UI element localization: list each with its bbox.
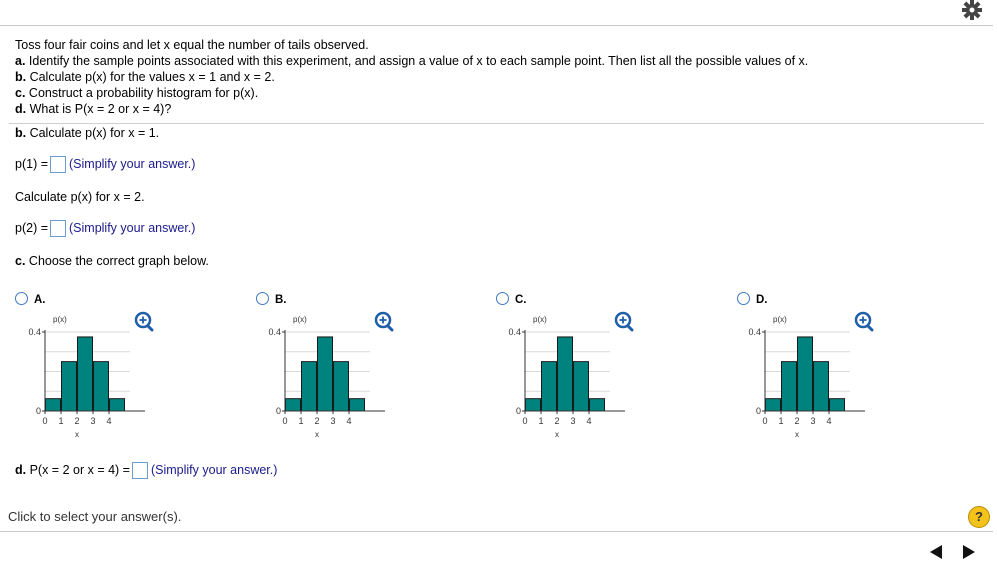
y-axis-label: p(x) — [53, 315, 67, 324]
p1-row — [15, 156, 195, 173]
option-c-radio[interactable] — [496, 292, 509, 305]
histogram-bar — [318, 337, 333, 411]
x-tick-label: 0 — [762, 416, 768, 426]
x-tick-label: 4 — [106, 416, 112, 426]
x-tick-label: 1 — [58, 416, 64, 426]
y-tick-label-top: 0.4 — [268, 327, 281, 337]
histogram-bar — [286, 399, 301, 411]
histogram-bar — [78, 337, 93, 411]
x-tick-label: 0 — [522, 416, 528, 426]
question-part-c: c. Construct a probability histogram for p(x). — [15, 86, 259, 100]
option-b[interactable] — [256, 290, 287, 308]
zoom-in-icon[interactable] — [856, 313, 872, 330]
question-divider — [9, 123, 984, 124]
option-d[interactable] — [737, 290, 768, 308]
histogram-bar — [830, 399, 845, 411]
x-tick-label: 1 — [538, 416, 544, 426]
question-intro: Toss four fair coins and let x equal the number of tails observed. — [15, 38, 369, 52]
help-button[interactable]: ? — [968, 506, 990, 528]
option-a-radio[interactable] — [15, 292, 28, 305]
option-a[interactable] — [15, 290, 46, 308]
y-axis-label: p(x) — [773, 315, 787, 324]
histogram-bar — [334, 362, 349, 411]
zoom-in-icon[interactable] — [616, 313, 632, 330]
part-d-hint: (Simplify your answer.) — [150, 462, 278, 477]
x-tick-label: 4 — [586, 416, 592, 426]
histogram-bar — [558, 337, 573, 411]
y-tick-label-bottom: 0 — [275, 406, 281, 416]
histogram-bar — [590, 399, 605, 411]
question-part-b: b. Calculate p(x) for the values x = 1 and x = 2. — [15, 70, 275, 84]
part-d-row — [15, 462, 277, 479]
option-a-label: A. — [34, 294, 46, 306]
option-d-label: D. — [756, 294, 768, 306]
option-a-histogram — [25, 308, 165, 440]
option-c[interactable] — [496, 290, 527, 308]
x-tick-label: 0 — [42, 416, 48, 426]
x-tick-label: 3 — [330, 416, 336, 426]
x-tick-label: 2 — [794, 416, 800, 426]
option-d-radio[interactable] — [737, 292, 750, 305]
part-d-answer-input[interactable] — [132, 462, 148, 479]
p2-hint: (Simplify your answer.) — [69, 220, 196, 235]
x-axis-label: x — [75, 430, 79, 439]
x-tick-label: 1 — [778, 416, 784, 426]
question-text — [15, 37, 808, 117]
histogram-bar — [110, 399, 125, 411]
histogram-bar — [766, 399, 781, 411]
option-c-histogram — [505, 308, 645, 440]
zoom-in-icon[interactable] — [136, 313, 152, 330]
footer-instruction: Click to select your answer(s). — [8, 509, 182, 524]
part-d-label: d. — [15, 462, 27, 477]
histogram-bar — [798, 337, 813, 411]
x-tick-label: 2 — [554, 416, 560, 426]
y-tick-label-bottom: 0 — [35, 406, 41, 416]
y-axis-label: p(x) — [293, 315, 307, 324]
option-c-label: C. — [515, 294, 527, 306]
calc-p2-text: Calculate p(x) for x = 2. — [15, 190, 145, 204]
y-tick-label-top: 0.4 — [748, 327, 761, 337]
histogram-bar — [302, 362, 317, 411]
question-part-d: d. What is P(x = 2 or x = 4)? — [15, 102, 172, 116]
histogram-bar — [574, 362, 589, 411]
p1-answer-input[interactable] — [50, 156, 66, 173]
zoom-in-icon[interactable] — [376, 313, 392, 330]
bottom-divider — [0, 531, 993, 532]
option-d-histogram — [745, 308, 885, 440]
y-axis-label: p(x) — [533, 315, 547, 324]
x-axis-label: x — [555, 430, 559, 439]
x-axis-label: x — [795, 430, 799, 439]
gear-icon[interactable] — [960, 0, 984, 20]
histogram-bar — [814, 362, 829, 411]
part-d-text: P(x = 2 or x = 4) = — [26, 462, 130, 477]
p2-label: p(2) = — [15, 220, 49, 235]
x-tick-label: 1 — [298, 416, 304, 426]
option-b-histogram — [265, 308, 405, 440]
p1-label: p(1) = — [15, 156, 49, 171]
histogram-bar — [46, 399, 61, 411]
x-tick-label: 2 — [74, 416, 80, 426]
x-tick-label: 3 — [570, 416, 576, 426]
histogram-bar — [350, 399, 365, 411]
histogram-bar — [62, 362, 77, 411]
p1-hint: (Simplify your answer.) — [69, 156, 196, 171]
p2-row — [15, 220, 195, 237]
x-tick-label: 3 — [90, 416, 96, 426]
option-b-label: B. — [275, 294, 287, 306]
histogram-bar — [526, 399, 541, 411]
part-c-heading: c. Choose the correct graph below. — [15, 254, 209, 268]
x-tick-label: 2 — [314, 416, 320, 426]
next-arrow-icon[interactable] — [955, 540, 981, 564]
top-divider — [0, 25, 993, 26]
p2-answer-input[interactable] — [50, 220, 66, 237]
histogram-bar — [782, 362, 797, 411]
question-part-a: a. Identify the sample points associated with this experiment, and assign a value of x to each sample point. Then list all the possible values of x. — [15, 54, 809, 68]
y-tick-label-bottom: 0 — [515, 406, 521, 416]
y-tick-label-top: 0.4 — [508, 327, 521, 337]
histogram-bar — [94, 362, 109, 411]
prev-arrow-icon[interactable] — [923, 540, 949, 564]
x-tick-label: 4 — [346, 416, 352, 426]
x-tick-label: 0 — [282, 416, 288, 426]
y-tick-label-bottom: 0 — [755, 406, 761, 416]
part-b-heading: b. Calculate p(x) for x = 1. — [15, 126, 160, 140]
x-axis-label: x — [315, 430, 319, 439]
option-b-radio[interactable] — [256, 292, 269, 305]
x-tick-label: 3 — [810, 416, 816, 426]
x-tick-label: 4 — [826, 416, 832, 426]
y-tick-label-top: 0.4 — [28, 327, 41, 337]
histogram-bar — [542, 362, 557, 411]
